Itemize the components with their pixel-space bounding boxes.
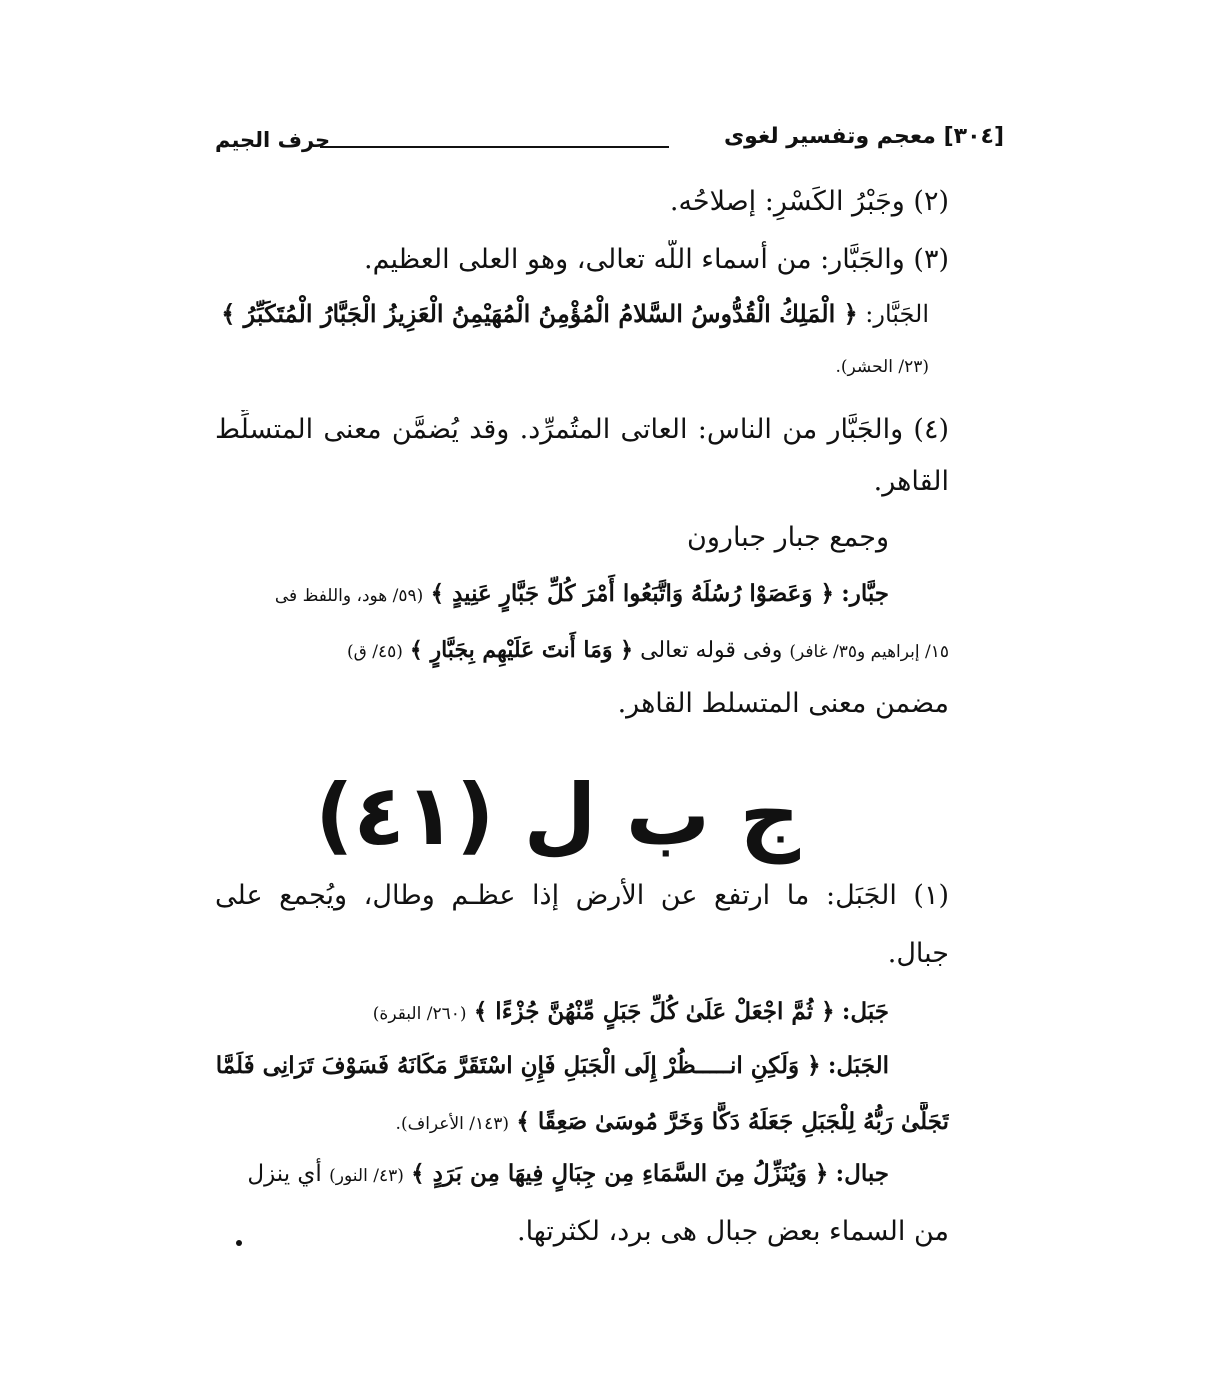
quran-quote-cont: تَجَلَّىٰ رَبُّهُ لِلْجَبَلِ جَعَلَهُ دَكًّا وَخَرَّ مُوسَىٰ صَعِقًا ﴾ xyxy=(516,1108,949,1135)
definition-2: (٢) وجَبْرُ الكَسْرِ: إصلاحُه. xyxy=(669,186,949,217)
quote-label: الجَبَل: xyxy=(827,1052,889,1079)
quran-quote: ﴿ الْمَلِكُ الْقُدُّوسُ السَّلامُ الْمُؤْمِنُ الْمُهَيْمِنُ الْعَزِيزُ الْجَبَّارُ الْمُتَكَبِّرُ ﴾ xyxy=(221,299,858,328)
quote-reference: (٢٣/ الحشر). xyxy=(835,357,929,377)
entry-line xyxy=(215,934,949,974)
entry-line xyxy=(215,462,949,502)
entry-line xyxy=(215,182,949,222)
section-title: حرف الجيم xyxy=(215,128,331,152)
entry-line xyxy=(215,1154,889,1196)
quote-reference: (٢٦٠/ البقرة) xyxy=(372,1004,467,1024)
page-mark xyxy=(236,1240,242,1246)
entry-line xyxy=(215,410,949,450)
entry-line xyxy=(215,876,949,916)
header-rule xyxy=(320,146,669,148)
closing-note: من السماء بعض جبال هى برد، لكثرتها. xyxy=(517,1216,949,1247)
entry-line xyxy=(215,992,889,1034)
connective-text: وفى قوله تعالى xyxy=(640,638,783,663)
closing-note: مضمن معنى المتسلط القاهر. xyxy=(617,688,949,719)
root-heading: ج ب ل (٤١) xyxy=(315,766,800,864)
entry-line xyxy=(290,240,949,280)
entry-line xyxy=(215,574,889,616)
quran-quote: ﴿ وَعَصَوْا رُسُلَهُ وَاتَّبَعُوا أَمْرَ كُلِّ جَبَّارٍ عَنِيدٍ ﴾ xyxy=(430,580,834,607)
quote-reference: (١٤٣/ الأعراف). xyxy=(395,1114,510,1134)
definition-4: (٤) والجَبَّار من الناس: العاتى المتُمرِّد. وقد يُضمَّن معنى المتسلِّط xyxy=(215,414,949,445)
entry-line xyxy=(215,518,889,558)
entry-line xyxy=(215,1212,949,1252)
entry-line xyxy=(215,1102,949,1144)
entry-line xyxy=(215,630,949,672)
explanation-text: أي ينزل xyxy=(247,1161,322,1187)
quran-quote: ﴿ وَيُنَزِّلُ مِنَ السَّمَاءِ مِن جِبَالٍ فِيهَا مِن بَرَدٍ ﴾ xyxy=(411,1160,829,1187)
quote-reference: ١٥/ إبراهيم و٣٥/ غافر) xyxy=(789,642,949,662)
definition-4-cont: القاهر. xyxy=(873,466,949,497)
quote-label: جبَّار: xyxy=(841,580,889,607)
quran-quote: ﴿ وَمَا أَنتَ عَلَيْهِم بِجَبَّارٍ ﴾ xyxy=(409,637,634,663)
definition-3: (٣) والجَبَّار: من أسماء اللّه تعالى، وهو العلى العظيم. xyxy=(363,244,949,275)
quote-reference: (٥٩/ هود، واللفظ فى xyxy=(274,586,424,606)
definition-1: (١) الجَبَل: ما ارتفع عن الأرض إذا عظـم وطال، ويُجمع على xyxy=(215,880,949,911)
quote-label: الجَبَّار: xyxy=(865,300,929,328)
entry-line xyxy=(215,1046,889,1086)
entry-line xyxy=(215,684,949,724)
quote-reference: (٤٥/ ق) xyxy=(347,642,403,662)
quran-quote: ﴿ وَلَكِنِ انـــــظُرْ إِلَى الْجَبَلِ فَإِنِ اسْتَقَرَّ مَكَانَهُ فَسَوْفَ تَرَانِى فَلَمَّا xyxy=(215,1052,821,1079)
plural-note: وجمع جبار جبارون xyxy=(687,522,889,553)
quote-reference: (٤٣/ النور) xyxy=(329,1166,404,1186)
book-title: [٣٠٤] معجم وتفسير لغوى xyxy=(724,124,1004,149)
quote-label: جبال: xyxy=(835,1160,889,1187)
quote-label: جَبَل: xyxy=(841,998,889,1025)
entry-line xyxy=(215,294,929,334)
page-header xyxy=(215,122,1004,162)
entry-line xyxy=(215,352,929,382)
quran-quote: ﴿ ثُمَّ اجْعَلْ عَلَىٰ كُلِّ جَبَلٍ مِّنْهُنَّ جُزْءًا ﴾ xyxy=(473,998,835,1025)
definition-1-cont: جبال. xyxy=(887,938,949,969)
